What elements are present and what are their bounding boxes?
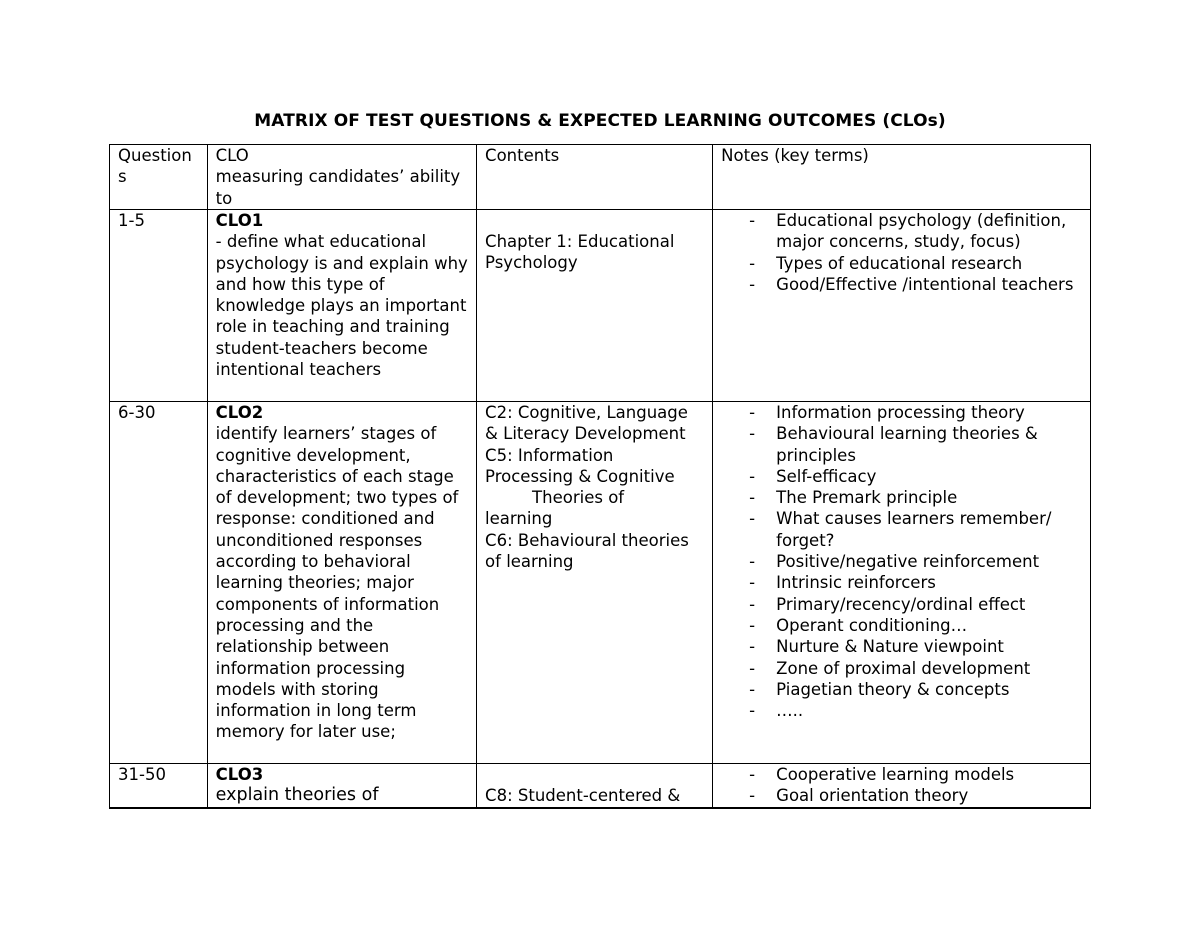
notes-list — [721, 210, 1082, 295]
content-line: learning — [485, 509, 553, 529]
list-item: - Self-efficacy — [749, 466, 1082, 487]
notes-list — [721, 402, 1082, 721]
list-item: - Behavioural learning theories & principles — [749, 423, 1082, 466]
row-notes — [713, 402, 1091, 764]
table-row — [110, 402, 1091, 764]
row-questions: 6-30 — [110, 402, 208, 764]
clo-text: identify learners’ stages of cognitive development, characteristics of each stage of development; two types of response: conditioned and unconditioned responses according to behavioral learning theories; major components of information processing and the relationship between information processing models with storing information in long term memory for later use; — [215, 424, 459, 742]
content-line: Chapter 1: Educational Psychology — [485, 232, 675, 273]
header-clo — [207, 145, 476, 210]
clo-code: CLO2 — [215, 403, 264, 422]
list-item: - ….. — [749, 700, 1082, 721]
content-line: C5: Information Processing & Cognitive — [485, 445, 675, 486]
list-item: - Goal orientation theory — [749, 785, 1082, 806]
list-item: - Intrinsic reinforcers — [749, 572, 1082, 593]
list-item: - What causes learners remember/ forget? — [749, 508, 1082, 551]
row-contents — [477, 402, 713, 764]
header-contents-label: Contents — [485, 146, 560, 165]
content-line: C6: Behavioural theories of learning — [485, 530, 689, 572]
content-line: Theories of — [532, 488, 625, 508]
row-notes — [713, 210, 1091, 402]
notes-list — [721, 764, 1082, 807]
clo-text: - define what educational psychology is and explain why and how this type of knowledge plays an important role in teaching and training student-teachers become intentional teachers — [215, 232, 468, 380]
row-notes — [713, 764, 1091, 809]
clo-text: explain theories of — [215, 785, 379, 806]
list-item: - The Premark principle — [749, 487, 1082, 508]
header-notes-label: Notes (key terms) — [721, 146, 869, 165]
list-item: - Operant conditioning… — [749, 615, 1082, 636]
row-contents — [477, 210, 713, 402]
row-questions: 31-50 — [110, 764, 208, 809]
list-item: - Nurture & Nature viewpoint — [749, 636, 1082, 657]
header-clo-sublabel: measuring candidates’ ability to — [215, 167, 461, 208]
list-item: - Piagetian theory & concepts — [749, 679, 1082, 700]
list-item: - Educational psychology (definition, major concerns, study, focus) — [749, 210, 1082, 253]
header-questions-label: Questions — [118, 146, 192, 187]
content-line: C8: Student-centered & — [485, 786, 681, 805]
header-contents — [477, 145, 713, 210]
header-notes — [713, 145, 1091, 210]
list-item: - Information processing theory — [749, 402, 1082, 423]
list-item: - Types of educational research — [749, 253, 1082, 274]
header-questions — [110, 145, 208, 210]
page-title: MATRIX OF TEST QUESTIONS & EXPECTED LEARNING OUTCOMES (CLOs) — [254, 111, 946, 131]
row-clo — [207, 764, 476, 809]
list-item: - Primary/recency/ordinal effect — [749, 594, 1082, 615]
table-row — [110, 210, 1091, 402]
row-contents — [477, 764, 713, 809]
list-item: - Positive/negative reinforcement — [749, 551, 1082, 572]
header-clo-label: CLO — [215, 146, 249, 165]
clo-code: CLO3 — [215, 765, 264, 784]
list-item: - Cooperative learning models — [749, 764, 1082, 785]
list-item: - Good/Effective /intentional teachers — [749, 274, 1082, 295]
row-questions: 1-5 — [110, 210, 208, 402]
table-row — [110, 764, 1091, 809]
matrix-table — [109, 144, 1091, 809]
table-header-row — [110, 145, 1091, 210]
row-clo — [207, 402, 476, 764]
row-clo — [207, 210, 476, 402]
list-item: - Zone of proximal development — [749, 658, 1082, 679]
content-line: C2: Cognitive, Language & Literacy Development — [485, 403, 688, 444]
clo-code: CLO1 — [215, 211, 264, 230]
